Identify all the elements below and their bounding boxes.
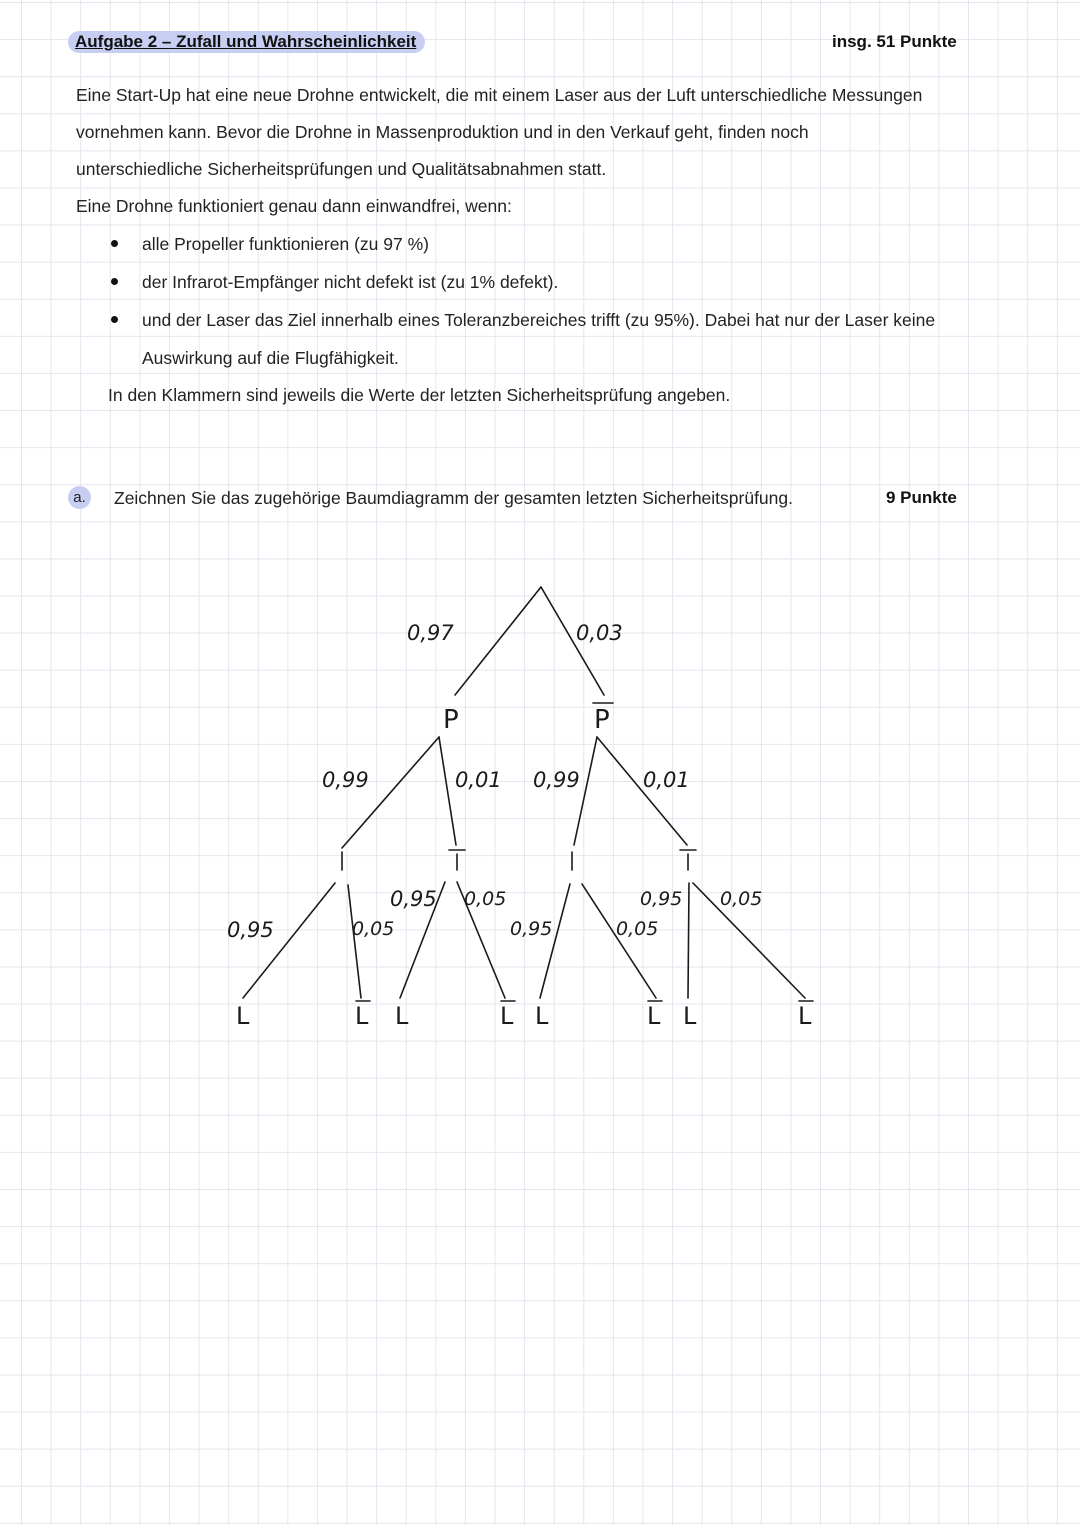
branch-root-p bbox=[455, 587, 541, 695]
branch-p-i-bar bbox=[439, 737, 456, 845]
prob-p-bar: 0,03 bbox=[576, 621, 623, 645]
node-p-bar: P bbox=[594, 705, 610, 735]
prob-i-2: 0,99 bbox=[533, 768, 580, 792]
branch-l bbox=[688, 883, 689, 998]
task-a-points: 9 Punkte bbox=[886, 488, 957, 507]
leaf-l: L bbox=[236, 1002, 250, 1030]
prob-l-bar-4: 0,05 bbox=[720, 888, 763, 910]
condition-infrared: der Infrarot-Empfänger nicht defekt ist (zu 1% defekt). bbox=[142, 272, 559, 292]
task-a-marker: a. bbox=[68, 486, 91, 509]
node-p: P bbox=[443, 705, 459, 735]
prob-l-2: 0,95 bbox=[390, 887, 437, 911]
condition-laser-continued: Auswirkung auf die Flugfähigkeit. bbox=[142, 348, 399, 368]
prob-p: 0,97 bbox=[407, 621, 454, 645]
total-points: insg. 51 Punkte bbox=[832, 32, 957, 51]
leaf-l-bar: L bbox=[355, 1002, 369, 1030]
leaf-l-bar: L bbox=[500, 1002, 514, 1030]
leaf-l: L bbox=[535, 1002, 549, 1030]
intro-line-2: vornehmen kann. Bevor die Drohne in Massenproduktion und in den Verkauf geht, finden noch bbox=[76, 122, 809, 142]
task-a-text: Zeichnen Sie das zugehörige Baumdiagramm der gesamten letzten Sicherheitsprüfung. bbox=[114, 488, 793, 508]
prob-l-bar-3: 0,05 bbox=[616, 918, 659, 940]
prob-l-3: 0,95 bbox=[510, 918, 553, 940]
prob-i-1: 0,99 bbox=[322, 768, 369, 792]
branch-l-bar bbox=[348, 885, 361, 998]
leaf-l: L bbox=[395, 1002, 409, 1030]
leaf-l-bar: L bbox=[647, 1002, 661, 1030]
prob-i-bar-1: 0,01 bbox=[455, 768, 502, 792]
prob-l-bar-2: 0,05 bbox=[464, 888, 507, 910]
condition-laser: und der Laser das Ziel innerhalb eines Toleranzbereiches trifft (zu 95%). Dabei hat nur der Laser keine bbox=[142, 310, 936, 330]
task-title: Aufgabe 2 – Zufall und Wahrscheinlichkeit bbox=[68, 31, 425, 53]
note-text: In den Klammern sind jeweils die Werte der letzten Sicherheitsprüfung angeben. bbox=[108, 385, 731, 405]
branch-p-i bbox=[342, 737, 439, 848]
prob-l-1: 0,95 bbox=[227, 918, 274, 942]
leaf-l-bar: L bbox=[798, 1002, 812, 1030]
prob-l-bar-1: 0,05 bbox=[352, 918, 395, 940]
intro-line-3: unterschiedliche Sicherheitsprüfungen und Qualitätsabnahmen statt. bbox=[76, 159, 607, 179]
condition-propeller: alle Propeller funktionieren (zu 97 %) bbox=[142, 234, 429, 254]
leaf-l: L bbox=[683, 1002, 697, 1030]
intro-line-1: Eine Start-Up hat eine neue Drohne entwickelt, die mit einem Laser aus der Luft unterschiedliche Messungen bbox=[76, 85, 923, 105]
intro-line-4: Eine Drohne funktioniert genau dann einwandfrei, wenn: bbox=[76, 196, 512, 216]
prob-l-4: 0,95 bbox=[640, 888, 683, 910]
prob-i-bar-2: 0,01 bbox=[643, 768, 690, 792]
branch-l bbox=[540, 884, 570, 998]
